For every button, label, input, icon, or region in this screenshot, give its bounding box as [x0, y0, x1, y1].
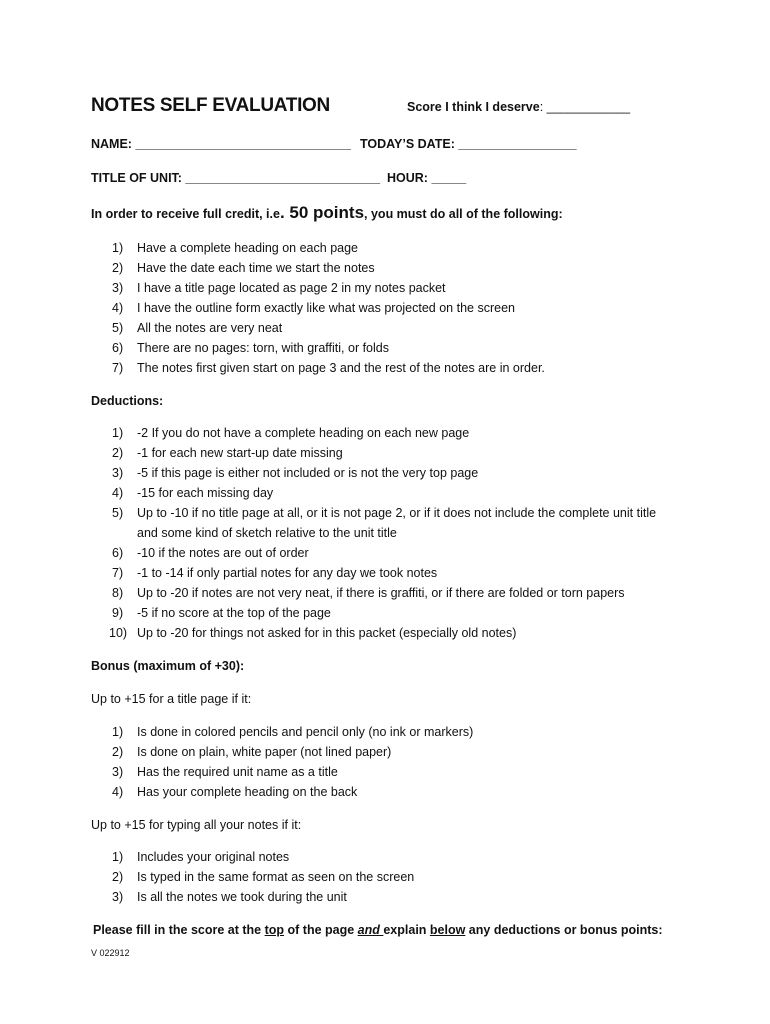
footer-top: top	[264, 923, 285, 937]
list-item-number: 10)	[109, 626, 128, 640]
footer-text-1: Please fill in the score at the	[93, 923, 265, 937]
list-item-text: Is all the notes we took during the unit	[137, 890, 347, 904]
footer-below: below	[429, 923, 466, 937]
list-item-text: -1 to -14 if only partial notes for any day we took notes	[137, 566, 438, 580]
list-item-text: Has the required unit name as a title	[137, 765, 338, 779]
list-item-number: 3)	[112, 890, 124, 904]
bonus-title-intro: Up to +15 for a title page if it:	[91, 692, 252, 706]
list-item-number: 6)	[112, 546, 124, 560]
bonus-heading: Bonus (maximum of +30):	[91, 659, 245, 673]
list-item-number: 2)	[112, 745, 124, 759]
intro-points: . 50 points	[279, 203, 365, 222]
footer-text-2: of the page	[284, 923, 358, 937]
footer-and: and	[357, 923, 384, 937]
list-item-number: 9)	[112, 606, 124, 620]
list-item-text-continued: and some kind of sketch relative to the unit title	[137, 526, 397, 540]
list-item-text: -15 for each missing day	[137, 486, 274, 500]
list-item-number: 4)	[112, 785, 124, 799]
list-item-text: Has your complete heading on the back	[137, 785, 358, 799]
list-item-number: 1)	[112, 241, 124, 255]
footer-text-3: explain	[383, 923, 430, 937]
list-item-number: 4)	[112, 301, 124, 315]
version-label: V 022912	[91, 948, 130, 958]
list-item-number: 1)	[112, 850, 124, 864]
intro-prefix: In order to receive full credit, i.e	[91, 207, 280, 221]
score-colon: :	[539, 100, 544, 114]
date-field: TODAY’S DATE: _________________	[360, 137, 577, 151]
list-item-number: 2)	[112, 261, 124, 275]
hour-field: HOUR: _____	[387, 171, 467, 185]
list-item-number: 5)	[112, 506, 124, 520]
list-item-text: -5 if no score at the top of the page	[137, 606, 331, 620]
footer-text-4: any deductions or bonus points:	[465, 923, 663, 937]
list-item-text: Is typed in the same format as seen on the screen	[137, 870, 415, 884]
list-item-text: -1 for each new start-up date missing	[137, 446, 343, 460]
list-item-number: 2)	[112, 446, 124, 460]
list-item-text: Have a complete heading on each page	[137, 241, 358, 255]
list-item-number: 5)	[112, 321, 124, 335]
list-item-text: Up to -10 if no title page at all, or it is not page 2, or if it does not include the complete unit title	[137, 506, 657, 520]
list-item-number: 1)	[112, 725, 124, 739]
list-item-text: The notes first given start on page 3 and the rest of the notes are in order.	[137, 361, 545, 375]
list-item-text: -10 if the notes are out of order	[137, 546, 309, 560]
list-item-number: 3)	[112, 466, 124, 480]
list-item-text: I have a title page located as page 2 in my notes packet	[137, 281, 446, 295]
score-blank: ____________	[546, 100, 631, 114]
list-item-number: 4)	[112, 486, 124, 500]
list-item-number: 3)	[112, 281, 124, 295]
list-item-number: 2)	[112, 870, 124, 884]
list-item-text: -5 if this page is either not included or is not the very top page	[137, 466, 479, 480]
intro-suffix: , you must do all of the following:	[364, 207, 563, 221]
list-item-text: -2 If you do not have a complete heading on each new page	[137, 426, 470, 440]
list-item-text: Have the date each time we start the notes	[137, 261, 375, 275]
footer-instruction	[93, 923, 663, 937]
score-label: Score I think I deserve	[407, 100, 540, 114]
list-item-text: I have the outline form exactly like what was projected on the screen	[137, 301, 515, 315]
list-item-text: There are no pages: torn, with graffiti, or folds	[137, 341, 389, 355]
unit-title-field: TITLE OF UNIT: ____________________________	[91, 171, 381, 185]
list-item-number: 1)	[112, 426, 124, 440]
page-title: NOTES SELF EVALUATION	[91, 95, 330, 116]
list-item-text: Is done in colored pencils and pencil only (no ink or markers)	[137, 725, 474, 739]
name-field: NAME: _______________________________	[91, 137, 351, 151]
list-item-number: 3)	[112, 765, 124, 779]
intro-text	[91, 203, 563, 223]
list-item-text: Up to -20 if notes are not very neat, if there is graffiti, or if there are folded or torn papers	[137, 586, 625, 600]
score-line	[407, 100, 630, 114]
list-item-text: All the notes are very neat	[137, 321, 283, 335]
list-item-text: Is done on plain, white paper (not lined paper)	[137, 745, 392, 759]
list-item-number: 6)	[112, 341, 124, 355]
list-item-number: 7)	[112, 361, 124, 375]
deductions-heading: Deductions:	[91, 394, 164, 408]
list-item-text: Up to -20 for things not asked for in this packet (especially old notes)	[137, 626, 517, 640]
bonus-typing-intro: Up to +15 for typing all your notes if it:	[91, 818, 302, 832]
list-item-number: 8)	[112, 586, 124, 600]
list-item-text: Includes your original notes	[137, 850, 290, 864]
list-item-number: 7)	[112, 566, 124, 580]
